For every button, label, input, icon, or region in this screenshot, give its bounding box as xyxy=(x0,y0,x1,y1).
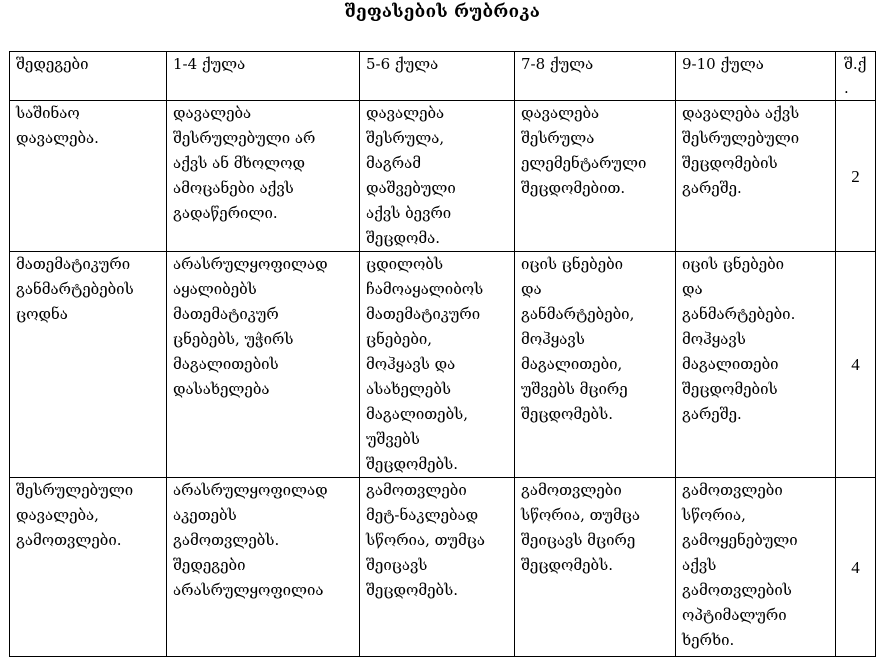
level-9-10-cell xyxy=(676,478,836,657)
score-cell: 4 xyxy=(836,478,876,657)
header-points-1-4: 1-4 ქულა xyxy=(167,52,360,101)
level-5-6-text: გამოთვლები მეტ-ნაკლებად სწორია, თუმცა შეიცავს შეცდომებს. xyxy=(366,481,486,599)
level-7-8-cell xyxy=(515,101,676,252)
level-1-4-cell xyxy=(167,478,360,657)
level-7-8-text: დავალება შესრულა ელემენტარული შეცდომებით. xyxy=(521,104,647,197)
level-7-8-cell xyxy=(515,478,676,657)
level-5-6-cell xyxy=(360,252,515,478)
level-9-10-text: გამოთვლები სწორია, გამოყენებული აქვს გამოთვლების ოპტიმალური ხერხი. xyxy=(682,481,798,649)
page-title: შეფასების რუბრიკა xyxy=(344,2,541,22)
table-row xyxy=(10,101,876,252)
level-1-4-text: არასრულყოფილად აყალიბებს მათემატიკურ ცნებებს, უჭირს მაგალითების დასახელება xyxy=(173,255,328,398)
level-5-6-cell xyxy=(360,478,515,657)
level-1-4-text: არასრულყოფილად აკეთებს გამოთვლებს. შედეგები არასრულყოფილია xyxy=(173,481,328,599)
level-7-8-text: გამოთვლები სწორია, თუმცა შეიცავს მცირე შეცდომებს. xyxy=(521,481,641,574)
criterion-text: შესრულებული დავალება, გამოთვლები. xyxy=(16,481,134,549)
header-score: შ.ქ. xyxy=(836,52,876,101)
level-1-4-text: დავალება შესრულებული არ აქვს ან მხოლოდ ამოცანები აქვს გადაწერილი. xyxy=(173,104,316,222)
level-9-10-text: დავალება აქვს შესრულებული შეცდომების გარეშე. xyxy=(682,104,800,197)
level-5-6-cell xyxy=(360,101,515,252)
header-points-9-10: 9-10 ქულა xyxy=(676,52,836,101)
criterion-text: მათემატიკური განმარტებების ცოდნა xyxy=(16,255,134,323)
header-results: შედეგები xyxy=(10,52,167,101)
header-points-7-8: 7-8 ქულა xyxy=(515,52,676,101)
level-1-4-cell xyxy=(167,252,360,478)
level-5-6-text: ცდილობს ჩამოაყალიბოს მათემატიკური ცნებები, მოჰყავს და ასახელებს მაგალითებს, უშვებს შეცდომებს. xyxy=(366,255,484,473)
criterion-text: საშინაო დავალება. xyxy=(16,104,99,147)
level-7-8-cell xyxy=(515,252,676,478)
level-9-10-text: იცის ცნებები და განმარტებები. მოჰყავს მაგალითები შეცდომების გარეშე. xyxy=(682,255,796,423)
level-7-8-text: იცის ცნებები და განმარტებები, მოჰყავს მაგალითები, უშვებს მცირე შეცდომებს. xyxy=(521,255,635,423)
score-cell: 4 xyxy=(836,252,876,478)
level-1-4-cell xyxy=(167,101,360,252)
criterion-cell xyxy=(10,101,167,252)
header-points-5-6: 5-6 ქულა xyxy=(360,52,515,101)
level-9-10-cell xyxy=(676,101,836,252)
level-5-6-text: დავალება შესრულა, მაგრამ დაშვებული აქვს ბევრი შეცდომა. xyxy=(366,104,456,247)
score-cell: 2 xyxy=(836,101,876,252)
table-row xyxy=(10,478,876,657)
table-header-row xyxy=(10,52,876,101)
criterion-cell xyxy=(10,478,167,657)
table-row xyxy=(10,252,876,478)
criterion-cell xyxy=(10,252,167,478)
rubric-table xyxy=(9,51,876,657)
level-9-10-cell xyxy=(676,252,836,478)
